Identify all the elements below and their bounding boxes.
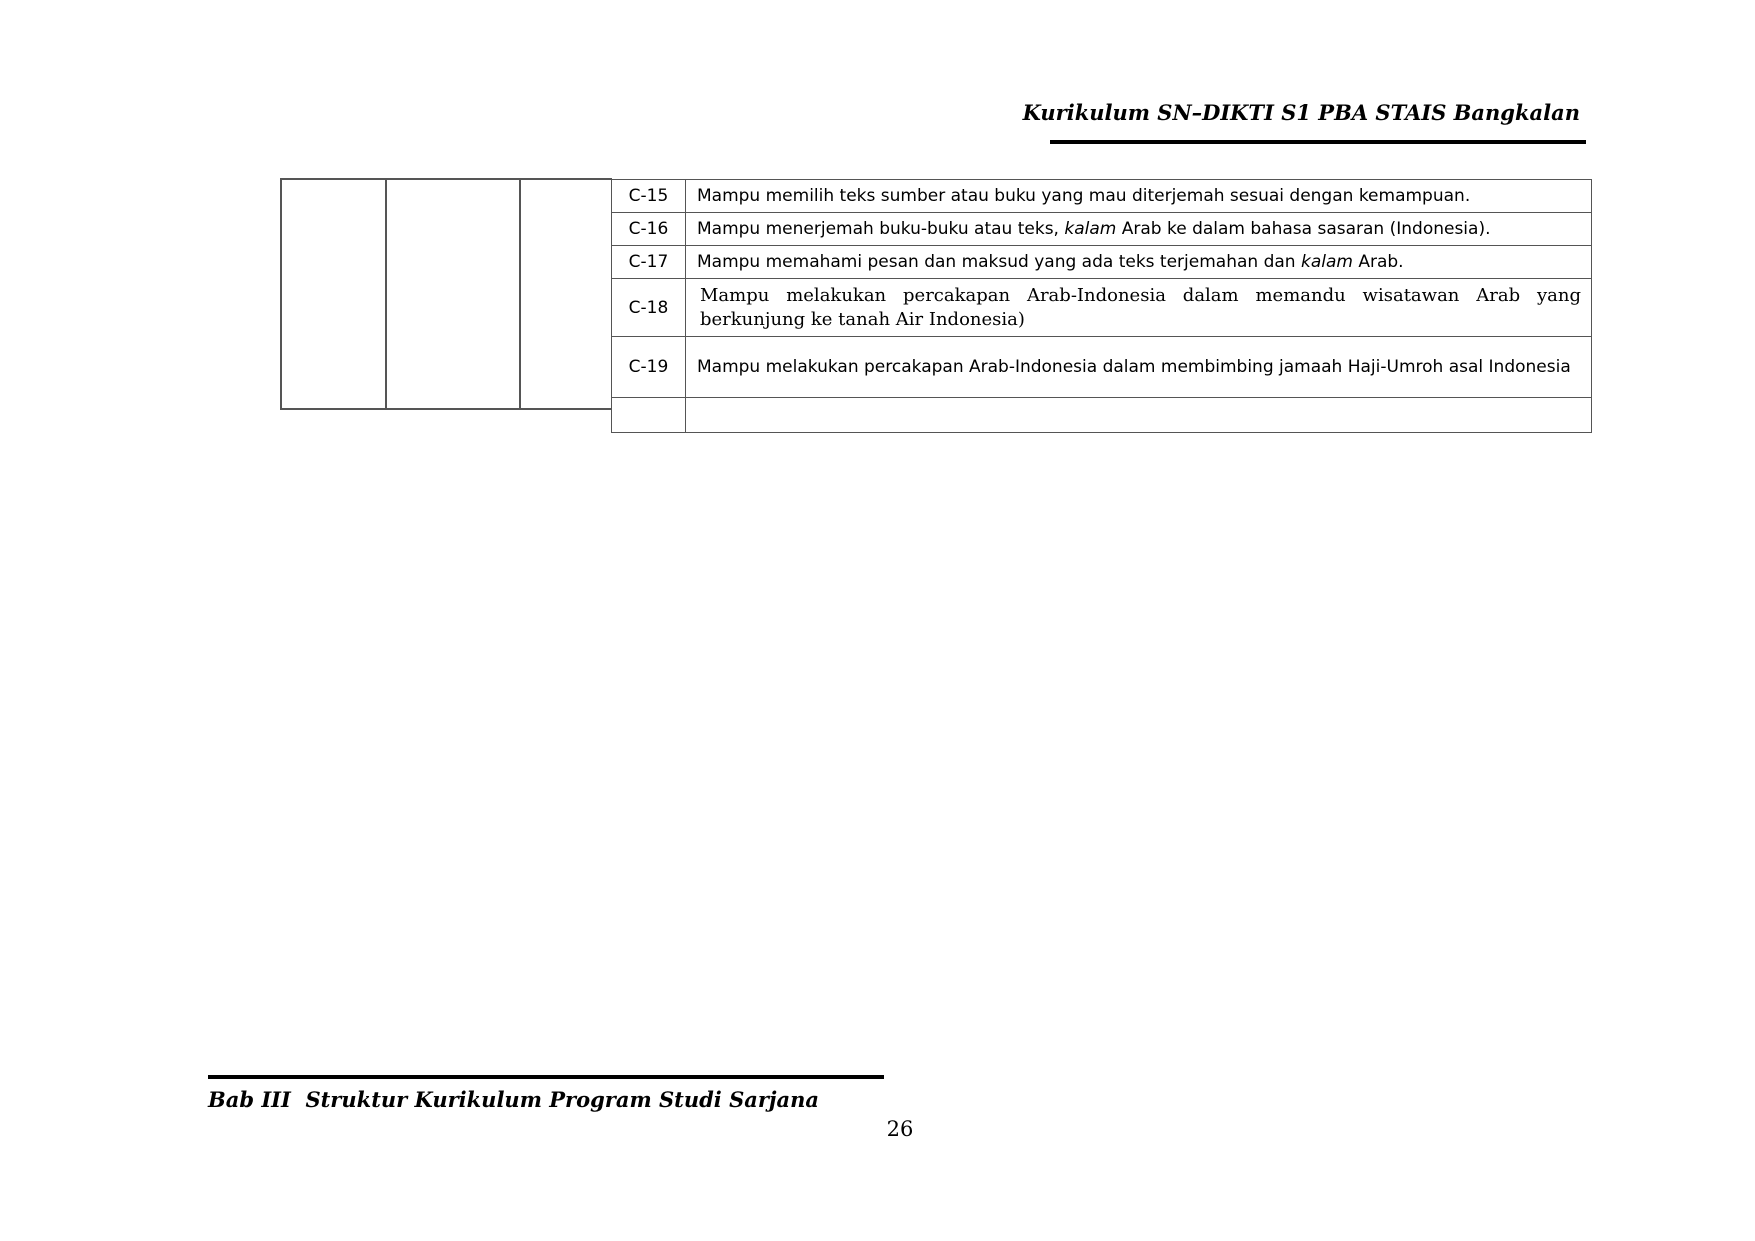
table-column-divider-2 xyxy=(519,178,521,409)
outcome-description xyxy=(686,398,1592,433)
outcome-code: C-19 xyxy=(612,337,686,398)
outcome-code: C-18 xyxy=(612,279,686,337)
outcome-code: C-15 xyxy=(612,180,686,213)
outcome-code: C-17 xyxy=(612,246,686,279)
outcome-description: Mampu menerjemah buku-buku atau teks, kalam Arab ke dalam bahasa sasaran (Indonesia). xyxy=(686,213,1592,246)
table-row xyxy=(612,246,1592,279)
outcome-description: Mampu memahami pesan dan maksud yang ada teks terjemahan dan kalam Arab. xyxy=(686,246,1592,279)
table-bottom-border xyxy=(280,408,612,410)
outcome-description: Mampu melakukan percakapan Arab-Indonesia dalam memandu wisatawan Arab yang berkunjung ke tanah Air Indonesia) xyxy=(686,279,1592,337)
outcome-code xyxy=(612,398,686,433)
outcome-description: Mampu memilih teks sumber atau buku yang mau diterjemah sesuai dengan kemampuan. xyxy=(686,180,1592,213)
running-footer-title: Bab III Struktur Kurikulum Program Studi Sarjana xyxy=(208,1087,819,1112)
table-row xyxy=(612,337,1592,398)
footer-rule xyxy=(208,1075,884,1079)
page-number: 26 xyxy=(886,1117,914,1141)
header-rule xyxy=(1050,140,1586,144)
table-column-divider-1 xyxy=(385,178,387,409)
table-left-border xyxy=(280,178,282,409)
running-header-title: Kurikulum SN–DIKTI S1 PBA STAIS Bangkalan xyxy=(1022,100,1580,125)
table-row xyxy=(612,213,1592,246)
outcome-description: Mampu melakukan percakapan Arab-Indonesia dalam membimbing jamaah Haji-Umroh asal Indonesia xyxy=(686,337,1592,398)
table-row xyxy=(612,279,1592,337)
table-top-border xyxy=(280,178,612,180)
table-row xyxy=(612,398,1592,433)
outcome-code: C-16 xyxy=(612,213,686,246)
table-row xyxy=(612,180,1592,213)
learning-outcomes-table xyxy=(611,179,1592,433)
